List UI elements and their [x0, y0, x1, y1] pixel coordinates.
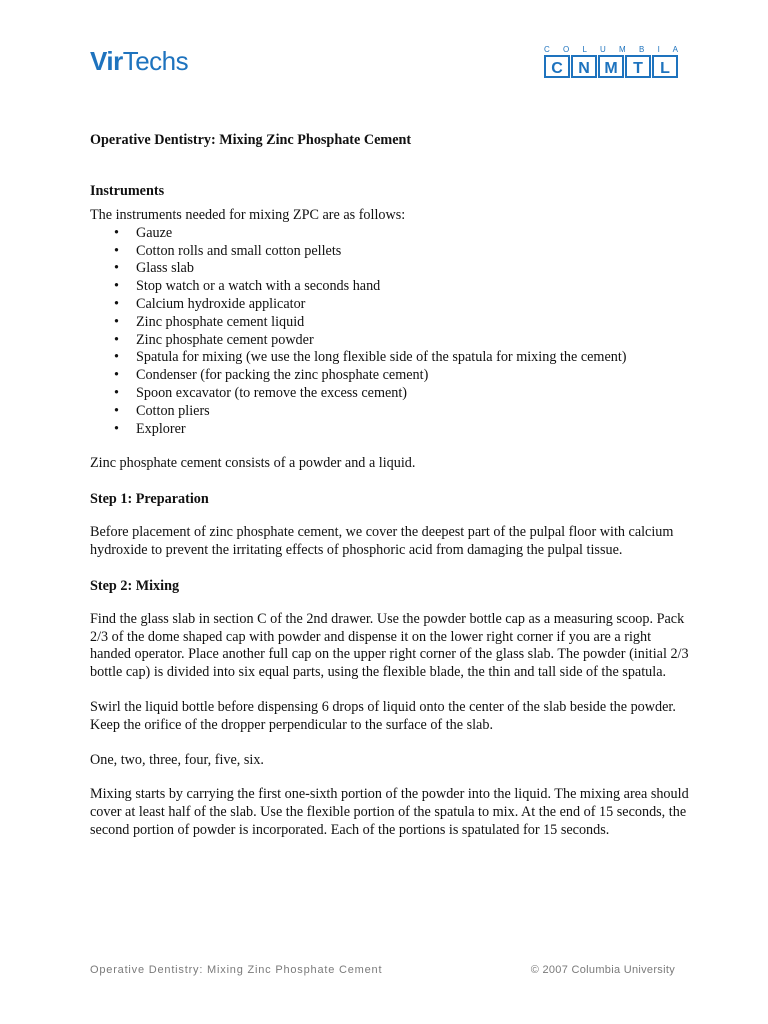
logo-letter-t: T — [633, 60, 643, 77]
bullet-icon: • — [114, 242, 119, 259]
logo-letter-l: L — [660, 60, 670, 77]
list-item-text: Zinc phosphate cement powder — [136, 331, 314, 348]
list-item-text: Stop watch or a watch with a seconds hand — [136, 278, 381, 295]
list-item — [90, 225, 690, 243]
logo-vir-text: Vir — [90, 46, 123, 76]
list-item-text: Calcium hydroxide applicator — [136, 295, 306, 312]
step2-paragraph-1: Find the glass slab in section C of the 2nd drawer. Use the powder bottle cap as a measuring scoop. Pack 2/3 of the dome shaped cap with powder and dispense it on the lower right corner if you are a right handed operator. Place another full cap on the upper right corner of the glass slab. The powder (initial 2/3 bottle cap) is divided into six equal parts, using the flexible blade, the thin and tall side of the spatula. — [90, 610, 689, 681]
logo-letter-c: C — [551, 60, 563, 77]
list-item — [90, 278, 690, 296]
step2-paragraph-2: Swirl the liquid bottle before dispensing 6 drops of liquid onto the center of the slab beside the powder. Keep the orifice of the dropper perpendicular to the surface of the slab. — [90, 698, 676, 733]
list-item-text: Glass slab — [136, 260, 194, 277]
list-item — [90, 403, 690, 421]
list-item-text: Spoon excavator (to remove the excess cement) — [136, 384, 408, 401]
instruments-intro: The instruments needed for mixing ZPC are as follows: — [90, 207, 406, 223]
list-item — [90, 260, 690, 278]
logo-letter-m: M — [604, 60, 618, 77]
bullet-icon: • — [114, 224, 119, 241]
list-item — [90, 385, 690, 403]
instruments-heading: Instruments — [90, 183, 165, 199]
bullet-icon: • — [114, 420, 119, 437]
bullet-icon: • — [114, 260, 119, 277]
list-item — [90, 314, 690, 332]
bullet-icon: • — [114, 278, 119, 295]
list-item-text: Cotton rolls and small cotton pellets — [136, 242, 342, 259]
step2-paragraph-3: One, two, three, four, five, six. — [90, 751, 264, 768]
logo-columbia-text: C O L U M B I A — [544, 45, 678, 54]
list-item — [90, 421, 690, 439]
bullet-icon: • — [114, 402, 119, 419]
list-item-text: Gauze — [136, 224, 173, 241]
bullet-icon: • — [114, 295, 119, 312]
bullet-icon: • — [114, 384, 119, 401]
footer-title: Operative Dentistry: Mixing Zinc Phosphate Cement — [90, 964, 383, 976]
step2-heading: Step 2: Mixing — [90, 577, 180, 594]
bullet-icon: • — [114, 313, 119, 330]
list-item — [90, 367, 690, 385]
logo-techs-text: Techs — [122, 46, 189, 76]
logo-letter-n: N — [578, 60, 590, 77]
footer-copyright: © 2007 Columbia University — [530, 964, 675, 976]
document-body — [90, 130, 690, 857]
virtechs-logo — [90, 44, 188, 78]
composition-paragraph: Zinc phosphate cement consists of a powder and a liquid. — [90, 455, 416, 472]
step1-heading: Step 1: Preparation — [90, 491, 209, 508]
list-item — [90, 296, 690, 314]
list-item — [90, 349, 690, 367]
step1-paragraph: Before placement of zinc phosphate cement, we cover the deepest part of the pulpal floor with calcium hydroxide to prevent the irritating effects of phosphoric acid from damaging the pulpal tissue. — [90, 524, 674, 558]
step2-paragraph-4: Mixing starts by carrying the first one-sixth portion of the powder into the liquid. The mixing area should cover at least half of the slab. Use the flexible portion of the spatula to mix. At the end of 15 seconds, the second portion of powder is incorporated. Each of the portions is spatulated for 15 seconds. — [90, 786, 689, 838]
columbia-cnmtl-logo — [544, 44, 678, 78]
list-item-text: Spatula for mixing (we use the long flexible side of the spatula for mixing the cement) — [136, 349, 627, 366]
document-title: Operative Dentistry: Mixing Zinc Phosphate Cement — [90, 132, 412, 148]
list-item-text: Condenser (for packing the zinc phosphate cement) — [136, 367, 429, 384]
list-item — [90, 332, 690, 350]
list-item — [90, 243, 690, 261]
list-item-text: Zinc phosphate cement liquid — [136, 313, 305, 330]
list-item-text: Explorer — [136, 420, 186, 437]
bullet-icon: • — [114, 367, 119, 384]
instruments-list — [90, 225, 690, 439]
bullet-icon: • — [114, 349, 119, 366]
bullet-icon: • — [114, 331, 119, 348]
list-item-text: Cotton pliers — [136, 402, 210, 419]
